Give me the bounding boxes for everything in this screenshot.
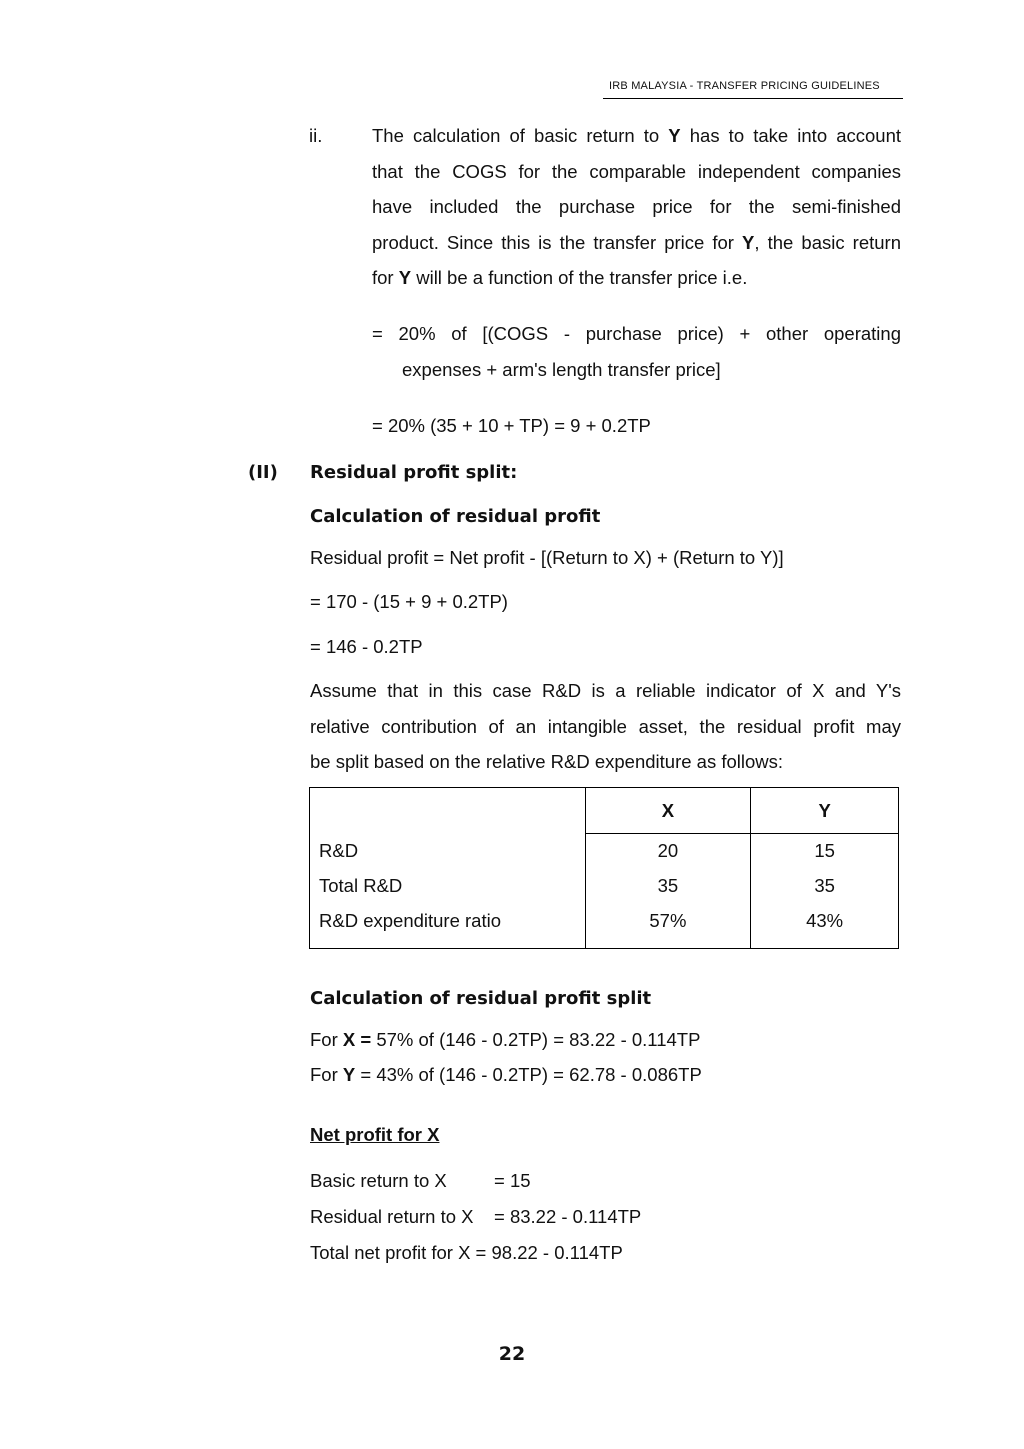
table-header-x: X [585,788,751,834]
row-label: R&D [310,834,586,869]
table-header-y: Y [751,788,899,834]
item-ii-line-4: product. Since this is the transfer price for Y, the basic return [372,232,902,253]
table-row [310,834,899,869]
formula-2: = 20% (35 + 10 + TP) = 9 + 0.2TP [372,415,651,436]
table-row [310,904,899,949]
cell-y: 15 [814,840,835,862]
item-ii-line-1: The calculation of basic return to Y has to take into account [372,125,902,146]
rd-expenditure-table [309,787,899,949]
residual-return-value: = 83.22 - 0.114TP [494,1206,642,1227]
basic-return-label: Basic return to X [310,1170,447,1191]
subheading-residual-split: Calculation of residual profit split [310,988,652,1009]
formula-1-line-1: = 20% of [(COGS - purchase price) + other operating [372,323,901,344]
section-title: Residual profit split: [310,462,518,483]
cell-x: 20 [585,834,751,869]
basic-return-value: = 15 [494,1170,531,1191]
page-number: 22 [498,1343,526,1365]
item-marker: ii. [309,125,323,146]
item-ii-line-5: for Y will be a function of the transfer price i.e. [372,267,748,288]
row-label: R&D expenditure ratio [310,904,586,949]
paragraph-line-2: relative contribution of an intangible asset, the residual profit may [310,716,901,737]
equation-2: = 170 - (15 + 9 + 0.2TP) [310,591,508,612]
equation-3: = 146 - 0.2TP [310,636,423,657]
table-header-blank [310,788,586,834]
split-line-y: For Y = 43% of (146 - 0.2TP) = 62.78 - 0.086TP [310,1064,702,1085]
subheading-net-profit-x: Net profit for X [310,1124,440,1145]
item-ii-line-2: that the COGS for the comparable independent companies [372,161,901,182]
formula-1-line-2: expenses + arm's length transfer price] [402,359,721,380]
table-row [310,869,899,904]
paragraph-line-3: be split based on the relative R&D expenditure as follows: [310,751,784,772]
table-header-row [310,788,899,834]
cell-x: 57% [585,904,751,949]
equation-1: Residual profit = Net profit - [(Return to X) + (Return to Y)] [310,547,784,568]
cell-y: 35 [814,875,835,896]
item-ii-line-3: have included the purchase price for the semi-finished [372,196,901,217]
row-label: Total R&D [310,869,586,904]
cell-x: 35 [585,869,751,904]
section-marker: (II) [248,462,278,483]
split-line-x: For X = 57% of (146 - 0.2TP) = 83.22 - 0.114TP [310,1029,701,1050]
total-net-profit: Total net profit for X = 98.22 - 0.114TP [310,1242,623,1263]
header-rule [603,98,903,99]
running-header: IRB MALAYSIA - TRANSFER PRICING GUIDELINES [609,80,880,92]
residual-return-label: Residual return to X [310,1206,474,1227]
cell-y: 43% [806,909,844,931]
paragraph-line-1: Assume that in this case R&D is a reliable indicator of X and Y's [310,680,901,701]
subheading-residual-profit: Calculation of residual profit [310,506,601,527]
